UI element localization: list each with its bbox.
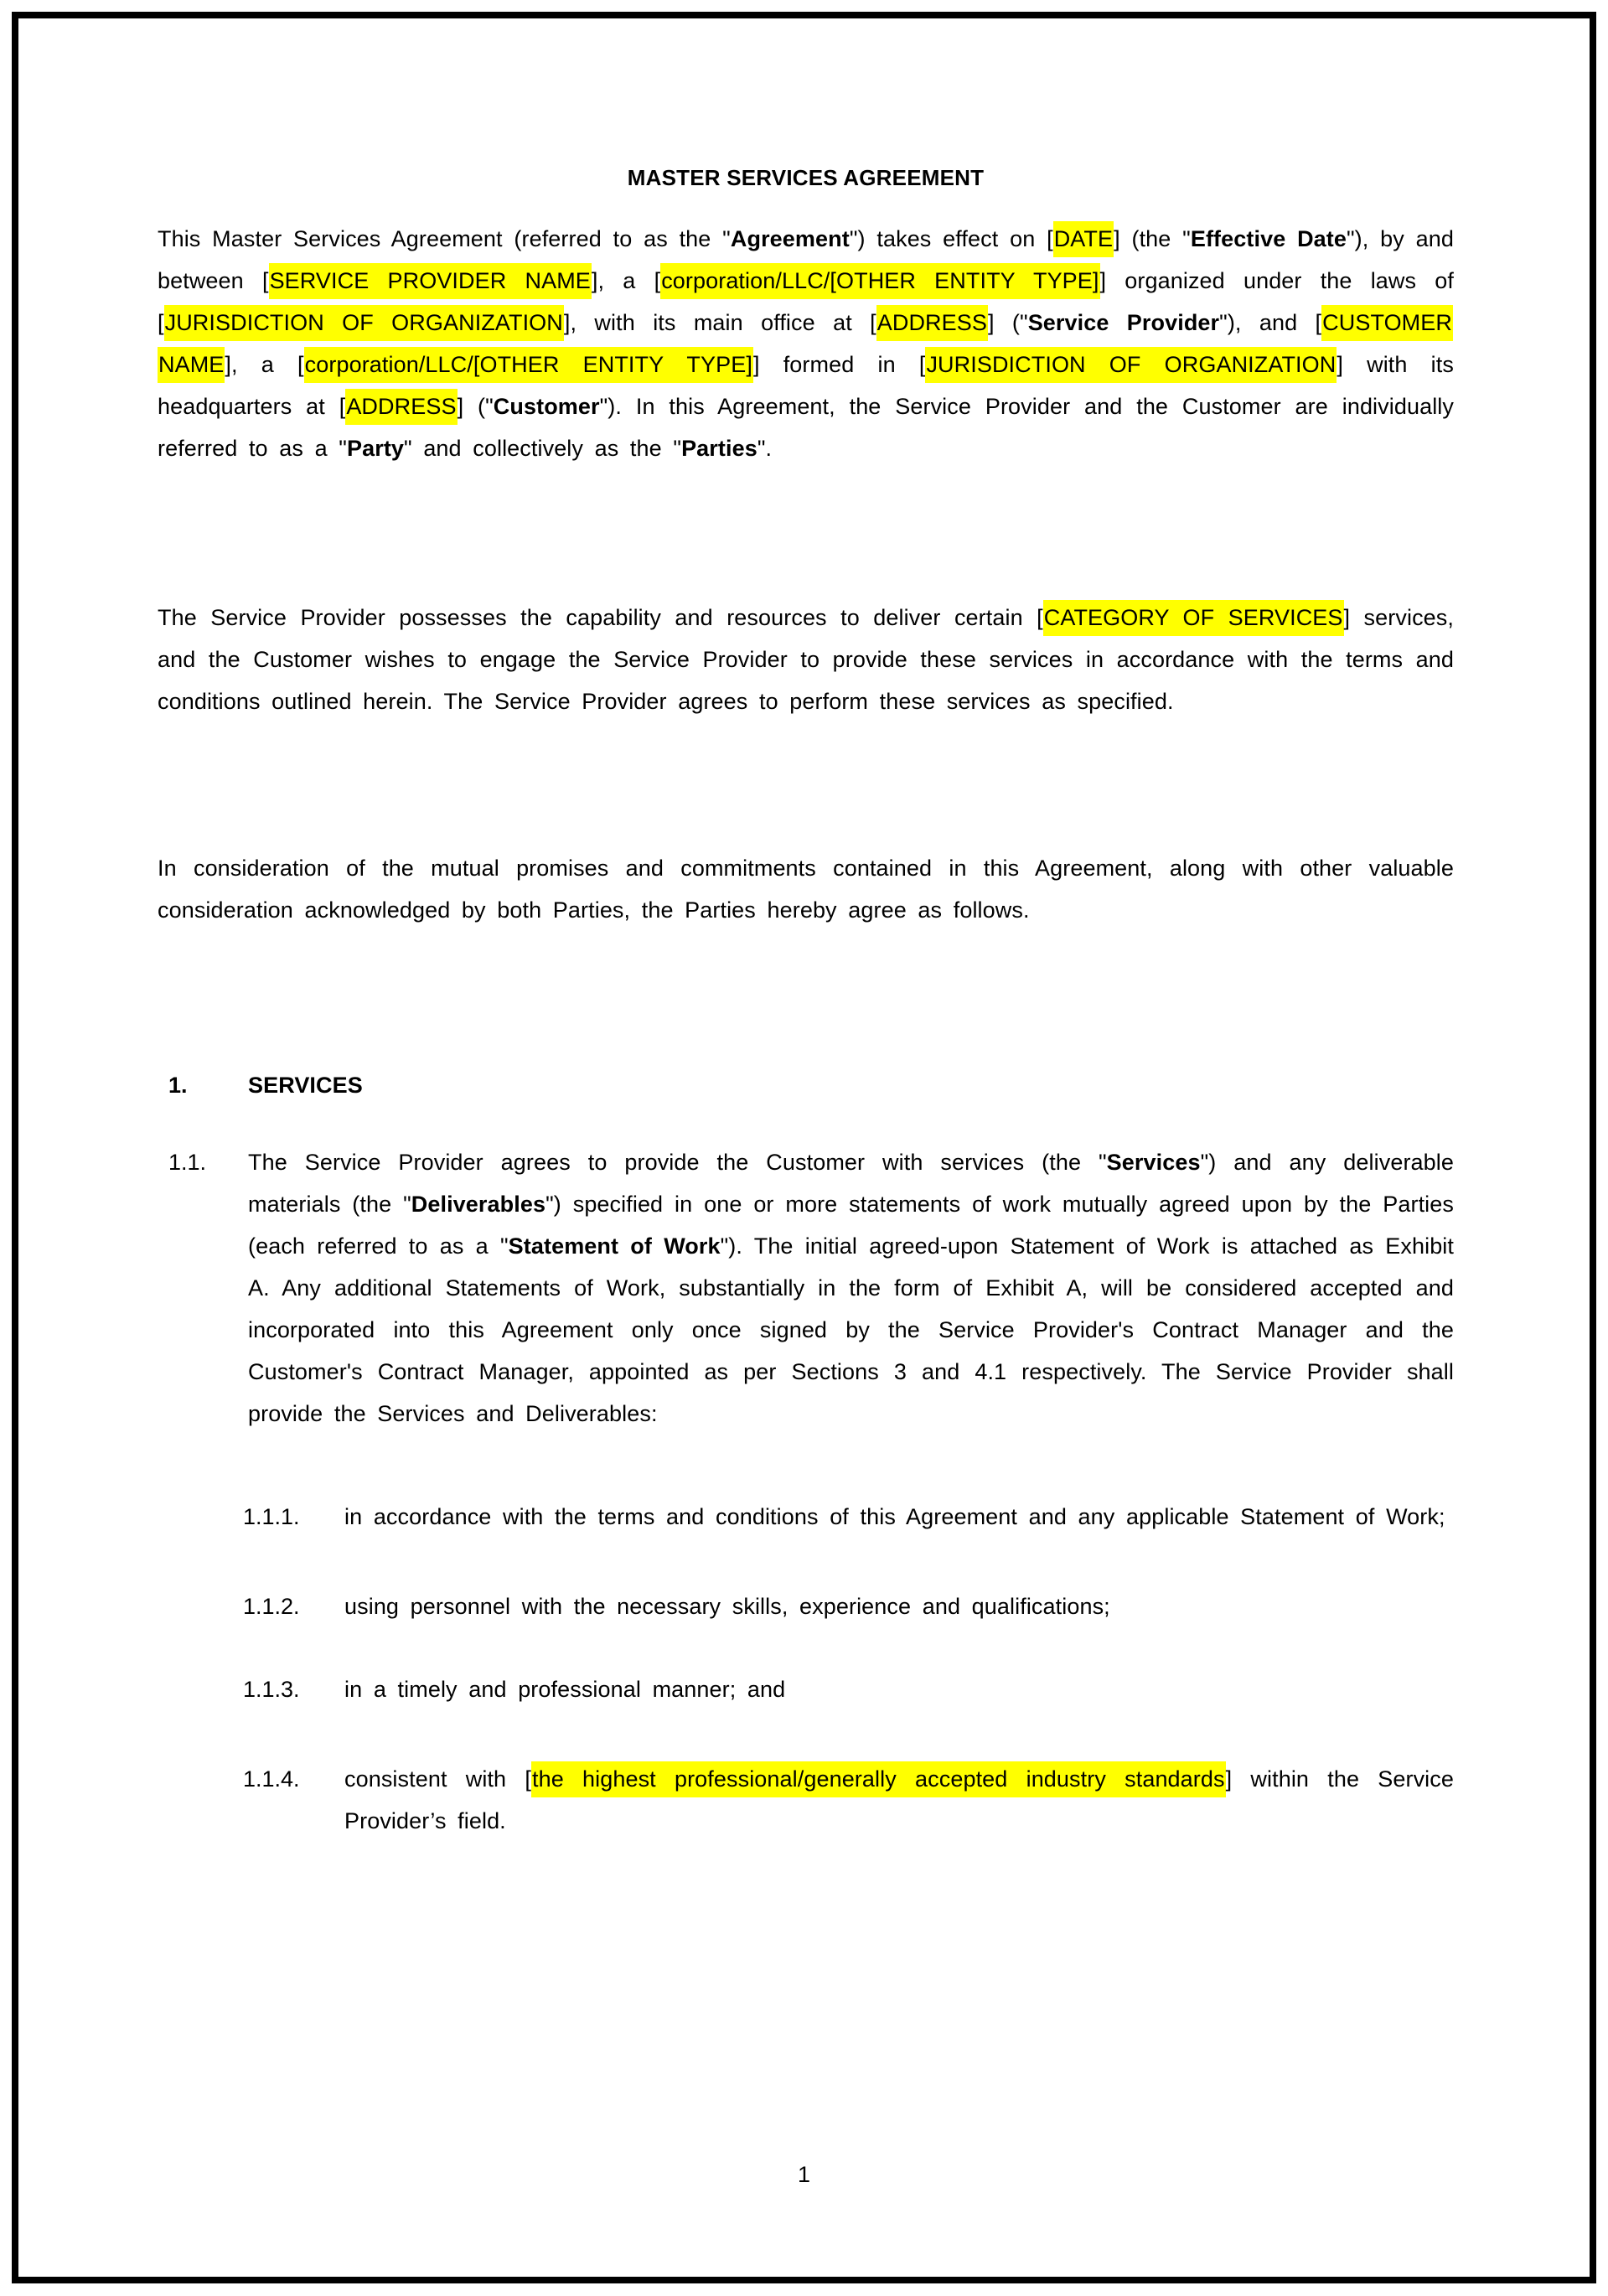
text-run: ] organized under the laws of [ — [158, 268, 1455, 335]
text-run: ") specified in one or more statements of work mutually agreed upon by the Parties (each referred to as a " — [248, 1192, 1454, 1259]
highlighted-placeholder: CATEGORY OF SERVICES — [1043, 600, 1344, 636]
defined-term: Deliverables — [411, 1192, 546, 1217]
text-run: The Service Provider possesses the capability and resources to deliver certain [ — [158, 605, 1043, 630]
text-run: ], a [ — [591, 268, 661, 293]
text-run: ] with its headquarters at [ — [158, 352, 1454, 419]
text-run: "). The initial agreed-upon Statement of Work is attached as Exhibit A. Any additional Statements of Work, substantially in the form of Exhibit A, will be considered accepted and incorporated into this Agreement only once signed by the Service Provider's Contract Manager and the Customer's Contract Manager, appointed as per Sections 3 and 4.1 respectively. The Service Provider shall provide the Services and Deliverables: — [248, 1233, 1455, 1426]
defined-term: Service Provider — [1027, 310, 1220, 335]
clause-1.1.2 — [158, 1585, 1454, 1627]
defined-term: Customer — [493, 394, 600, 419]
clause-1.1 — [158, 1141, 1454, 1435]
highlighted-placeholder: JURISDICTION OF ORGANIZATION — [925, 347, 1337, 383]
page-number: 1 — [797, 2162, 811, 2187]
text-run: ") and any deliverable materials (the " — [248, 1150, 1454, 1217]
text-run: ") takes effect on [ — [849, 226, 1053, 251]
paragraph — [158, 218, 1454, 469]
text-run: "). In this Agreement, the Service Provider and the Customer are individually referred to as a " — [158, 394, 1455, 461]
highlighted-placeholder: corporation/LLC/[OTHER ENTITY TYPE] — [660, 263, 1099, 299]
text-run: ". — [757, 436, 773, 461]
text-run: ] within the Service Provider’s field. — [344, 1766, 1454, 1833]
clause-number: 1. — [168, 1073, 188, 1098]
clause-text — [344, 1668, 1454, 1710]
clause-number: 1.1.4. — [243, 1766, 300, 1792]
clause-1.1.1 — [158, 1496, 1454, 1538]
clause-text — [344, 1496, 1454, 1538]
document-blocks — [158, 218, 1454, 1842]
text-run: "), and [ — [1219, 310, 1322, 335]
text-run: ] services, and the Customer wishes to engage the Service Provider to provide these services in accordance with the terms and conditions outlined herein. The Service Provider agrees to perform these services as specified. — [158, 605, 1454, 714]
clause-text — [344, 1585, 1454, 1627]
text-run: ] (the " — [1114, 226, 1191, 251]
text-run: ], with its main office at [ — [563, 310, 876, 335]
defined-term: SERVICES — [248, 1073, 363, 1098]
clause-number: 1.1.3. — [243, 1677, 300, 1702]
text-run: in accordance with the terms and conditions of this Agreement and any applicable Statement of Work; — [344, 1504, 1445, 1529]
highlighted-placeholder: CUSTOMER NAME — [158, 305, 1453, 383]
text-run: ] formed in [ — [752, 352, 926, 377]
clause-number: 1.1.2. — [243, 1594, 300, 1619]
clause-number: 1.1. — [168, 1150, 207, 1175]
highlighted-placeholder: SERVICE PROVIDER NAME — [269, 263, 592, 299]
defined-term: Statement of Work — [508, 1233, 721, 1259]
clause-text — [344, 1758, 1454, 1842]
defined-term: Parties — [681, 436, 757, 461]
clause-1.1.4 — [158, 1758, 1454, 1842]
defined-term: Party — [346, 436, 405, 461]
text-run: consistent with [ — [344, 1766, 531, 1792]
highlighted-placeholder: ADDRESS — [345, 389, 457, 425]
clause-1.1.3 — [158, 1668, 1454, 1710]
text-run: In consideration of the mutual promises and commitments contained in this Agreement, along with other valuable consideration acknowledged by both Parties, the Parties hereby agree as follows. — [158, 856, 1454, 923]
clause-text — [248, 1141, 1454, 1435]
highlighted-placeholder: DATE — [1053, 221, 1114, 257]
text-run: The Service Provider agrees to provide the Customer with services (the " — [248, 1150, 1107, 1175]
paragraph — [158, 597, 1454, 722]
highlighted-placeholder: JURISDICTION OF ORGANIZATION — [164, 305, 564, 341]
document-content — [158, 157, 1454, 1842]
text-run: in a timely and professional manner; and — [344, 1677, 786, 1702]
text-run: " and collectively as the " — [404, 436, 682, 461]
text-run: ] (" — [457, 394, 494, 419]
document-title: MASTER SERVICES AGREEMENT — [627, 165, 985, 190]
defined-term: Effective Date — [1190, 226, 1347, 251]
highlighted-placeholder: ADDRESS — [876, 305, 988, 341]
paragraph — [158, 847, 1454, 931]
text-run: ] (" — [987, 310, 1028, 335]
clause-text — [248, 1064, 1454, 1106]
section-heading-1 — [158, 1064, 1454, 1106]
highlighted-placeholder: the highest professional/generally accepted industry standards — [531, 1761, 1226, 1797]
text-run: using personnel with the necessary skills, experience and qualifications; — [344, 1594, 1110, 1619]
highlighted-placeholder: corporation/LLC/[OTHER ENTITY TYPE] — [304, 347, 753, 383]
clause-number: 1.1.1. — [243, 1504, 300, 1529]
text-run: This Master Services Agreement (referred to as the " — [158, 226, 731, 251]
defined-term: Services — [1106, 1150, 1201, 1175]
text-run: "), by and between [ — [158, 226, 1454, 293]
text-run: ], a [ — [225, 352, 304, 377]
defined-term: Agreement — [730, 226, 850, 251]
